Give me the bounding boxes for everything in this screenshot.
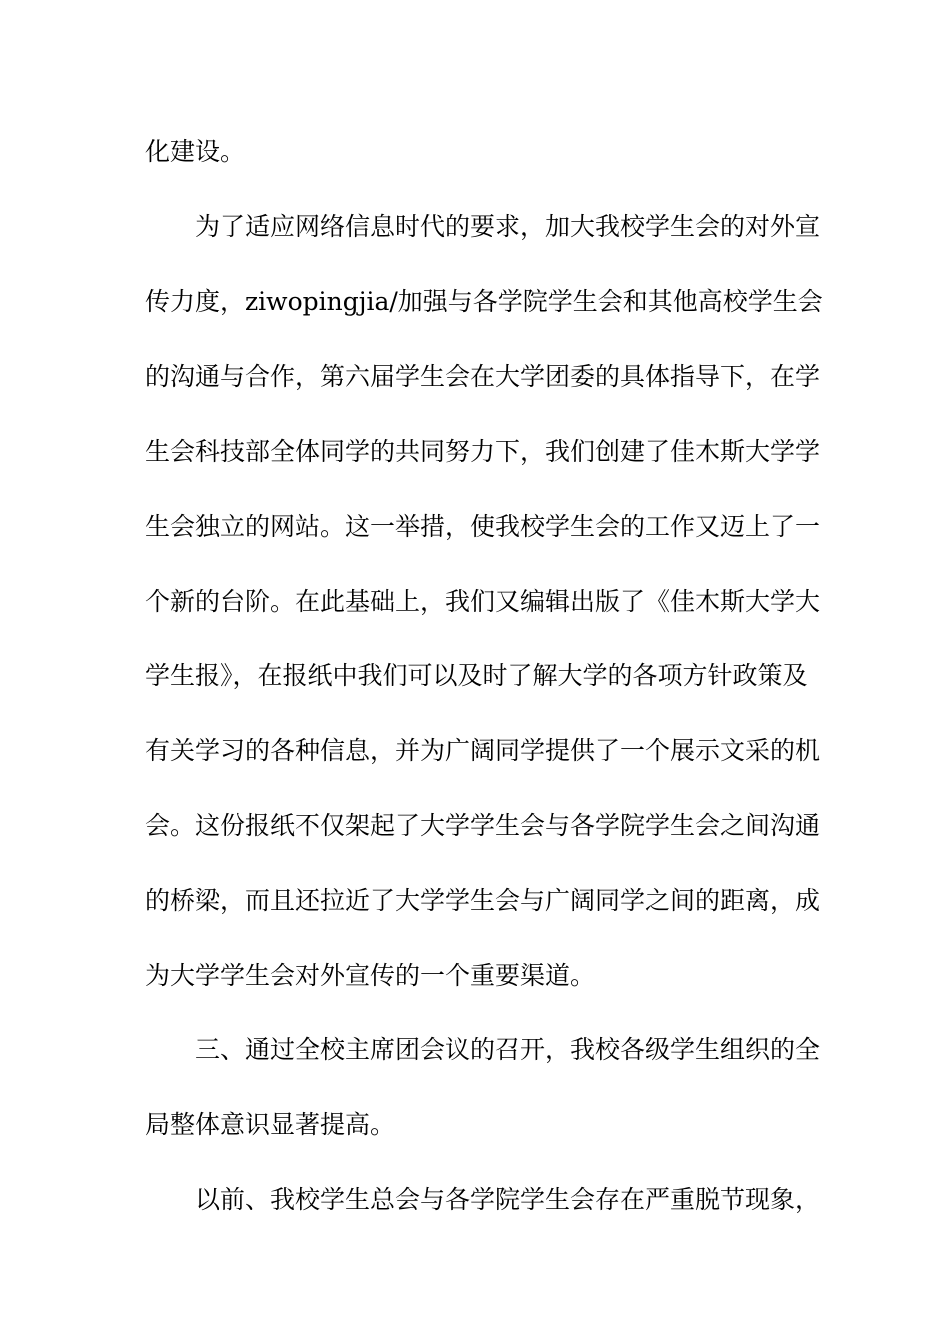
text-line: 化建设。 [145, 137, 246, 166]
text-line: 会。这份报纸不仅架起了大学学生会与各学院学生会之间沟通 [145, 811, 821, 840]
text-line: 个新的台阶。在此基础上，我们又编辑出版了《佳木斯大学大 [145, 587, 821, 616]
text-line: 有关学习的各种信息，并为广阔同学提供了一个展示文采的机 [145, 736, 821, 765]
paragraph-first-line: 为了适应网络信息时代的要求，加大我校学生会的对外宣 [195, 212, 821, 241]
text-line: 的桥梁，而且还拉近了大学学生会与广阔同学之间的距离，成 [145, 886, 821, 915]
text-line: 的沟通与合作，第六届学生会在大学团委的具体指导下，在学 [145, 362, 821, 391]
section-heading-line: 三、通过全校主席团会议的召开，我校各级学生组织的全 [195, 1035, 821, 1064]
text-line: 学生报》，在报纸中我们可以及时了解大学的各项方针政策及 [145, 661, 808, 690]
section-heading-line: 局整体意识显著提高。 [145, 1110, 396, 1139]
paragraph-first-line: 以前、我校学生总会与各学院学生会存在严重脱节现象， [195, 1185, 821, 1214]
text-line: 为大学学生会对外宣传的一个重要渠道。 [145, 961, 596, 990]
text-line: 生会独立的网站。这一举措，使我校学生会的工作又迈上了一 [145, 512, 821, 541]
text-line: 生会科技部全体同学的共同努力下，我们创建了佳木斯大学学 [145, 437, 821, 466]
text-line: 传力度，ziwopingjia/加强与各学院学生会和其他高校学生会 [145, 287, 823, 316]
